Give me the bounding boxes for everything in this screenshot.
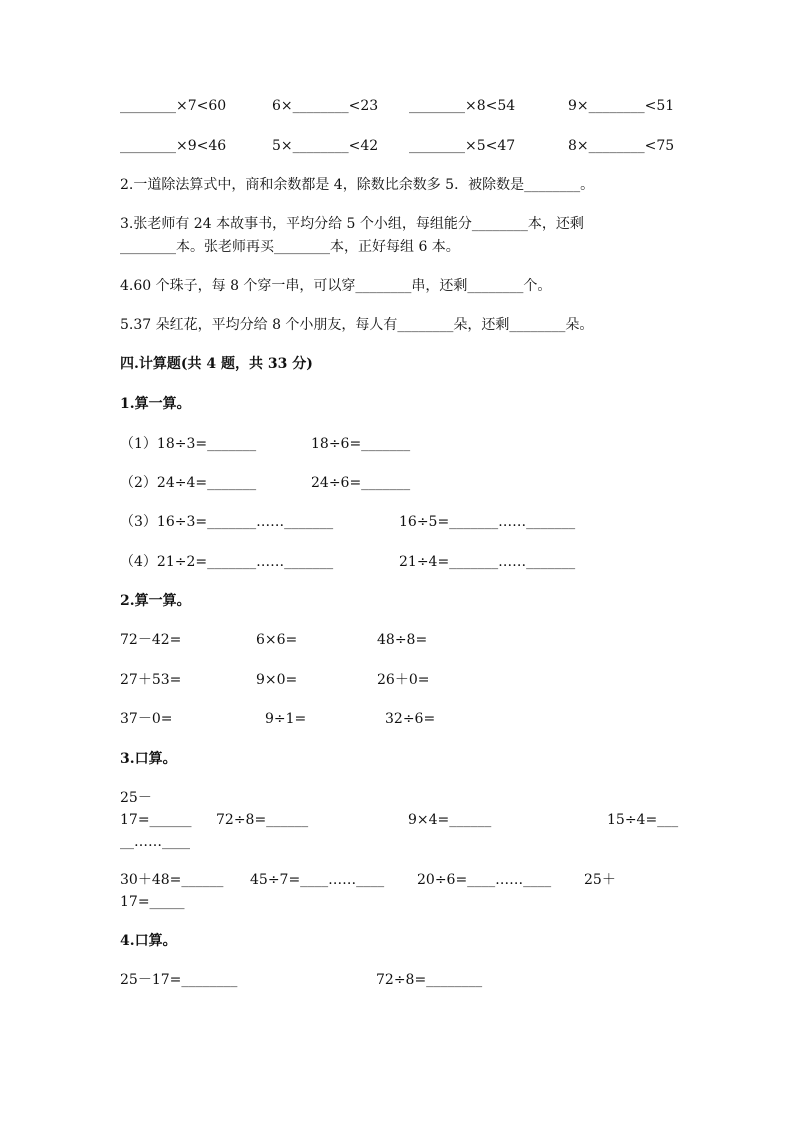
calc-2-row-2b: 9×0= <box>256 672 298 688</box>
calc-3-item-c: 9×4=______ <box>408 812 492 828</box>
question-3-line-1: 3.张老师有 24 本故事书，平均分给 5 个小组，每组能分________本，还剩 <box>120 216 584 232</box>
calc-1-row-3a: （3）16÷3=_______……_______ <box>120 514 334 530</box>
ineq-2d: 8×________<75 <box>568 138 675 154</box>
calc-2-title: 2.算一算。 <box>120 593 191 609</box>
calc-3-item-f: 45÷7=____……____ <box>250 872 385 888</box>
calc-2-row-2c: 26＋0= <box>377 672 430 688</box>
calc-2-row-1a: 72－42= <box>120 632 182 648</box>
calc-3-item-d-line-1: 15÷4=___ <box>607 812 679 828</box>
calc-2-row-3a: 37－0= <box>120 711 173 727</box>
calc-2-row-3c: 32÷6= <box>385 711 436 727</box>
calc-2-row-2a: 27＋53= <box>120 672 182 688</box>
calc-4-title: 4.口算。 <box>120 933 177 949</box>
calc-4-item-a: 25－17=________ <box>120 972 238 988</box>
calc-1-title: 1.算一算。 <box>120 396 191 412</box>
calc-3-item-e: 30＋48=______ <box>120 872 224 888</box>
calc-1-row-1a: （1）18÷3=_______ <box>120 436 257 452</box>
question-2: 2.一道除法算式中，商和余数都是 4，除数比余数多 5．被除数是________。 <box>120 177 595 193</box>
ineq-2c: ________×5<47 <box>409 138 516 154</box>
calc-1-row-4a: （4）21÷2=_______……_______ <box>120 554 334 570</box>
calc-1-row-2b: 24÷6=_______ <box>311 475 411 491</box>
calc-1-row-3b: 16÷5=_______……_______ <box>399 514 576 530</box>
ineq-1a: ________×7<60 <box>120 98 227 114</box>
calc-3-item-h-line-1: 25＋ <box>584 872 616 888</box>
ineq-1d: 9×________<51 <box>568 98 675 114</box>
calc-3-item-a-line-2: 17=______ <box>120 812 192 828</box>
calc-1-row-2a: （2）24÷4=_______ <box>120 475 257 491</box>
ineq-2a: ________×9<46 <box>120 138 227 154</box>
calc-2-row-1c: 48÷8= <box>377 632 428 648</box>
calc-3-item-d-line-2: __……____ <box>120 834 190 850</box>
ineq-1b: 6×________<23 <box>272 98 379 114</box>
calc-2-row-1b: 6×6= <box>256 632 298 648</box>
calc-4-item-b: 72÷8=________ <box>376 972 483 988</box>
calc-1-row-4b: 21÷4=_______……_______ <box>399 554 576 570</box>
calc-2-row-3b: 9÷1= <box>265 711 307 727</box>
question-3-line-2: ________本。张老师再买________本，正好每组 6 本。 <box>120 239 460 255</box>
calc-3-title: 3.口算。 <box>120 751 177 767</box>
calc-1-row-1b: 18÷6=_______ <box>311 436 411 452</box>
calc-3-item-b: 72÷8=______ <box>216 812 309 828</box>
calc-3-item-a-line-1: 25－ <box>120 790 152 806</box>
section-4-title: 四.计算题(共 4 题，共 33 分) <box>120 356 313 372</box>
question-5: 5.37 朵红花，平均分给 8 个小朋友，每人有________朵，还剩________朵。 <box>120 317 594 333</box>
question-4: 4.60 个珠子，每 8 个穿一串，可以穿________串，还剩________个。 <box>120 278 552 294</box>
ineq-2b: 5×________<42 <box>272 138 379 154</box>
calc-3-item-h-line-2: 17=_____ <box>120 894 185 910</box>
ineq-1c: ________×8<54 <box>409 98 516 114</box>
calc-3-item-g: 20÷6=____……____ <box>417 872 552 888</box>
